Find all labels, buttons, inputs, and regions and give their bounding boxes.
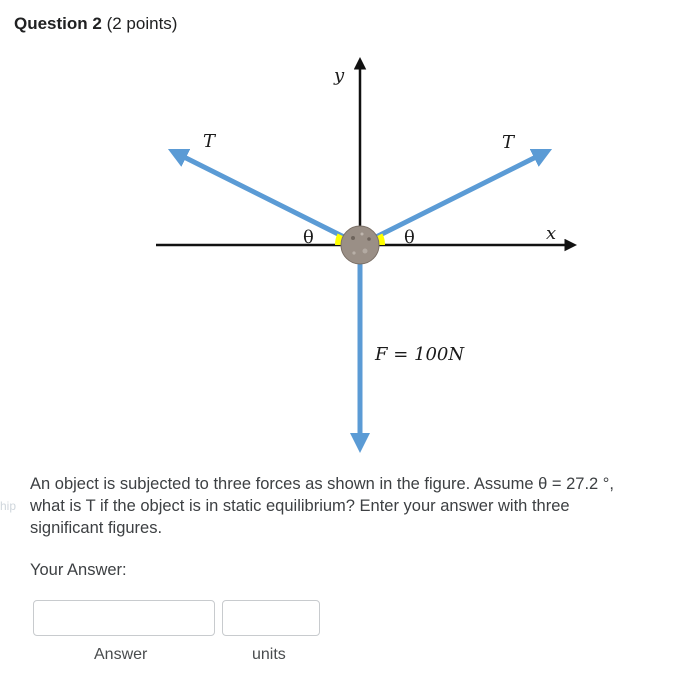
prompt-line-1: An object is subjected to three forces as shown in the figure. Assume θ = 27.2 °, [30,475,614,493]
answer-caption: Answer [94,646,148,663]
force-diagram-svg [150,56,580,456]
angle-right-label: θ [404,227,415,248]
question-title [14,14,177,34]
force-diagram [150,56,580,456]
y-axis-label: y [334,65,345,86]
x-axis-label: x [546,223,557,244]
prompt-line-2: what is T if the object is in static equilibrium? Enter your answer with three [30,497,570,515]
units-caption: units [252,646,286,663]
units-input[interactable] [222,600,320,636]
your-answer-heading: Your Answer: [30,561,127,579]
object-ball [341,226,379,264]
angle-marker-right [380,235,382,245]
tension-right-label: T [502,132,515,153]
angle-marker-left [338,235,340,245]
tension-left-label: T [203,131,216,152]
prompt-line-3: significant figures. [30,519,163,537]
tension-right-arrow [360,153,544,245]
question-points: (2 points) [106,14,178,33]
answer-input[interactable] [33,600,215,636]
tension-left-arrow [176,153,360,245]
force-label: F = 100N [375,344,465,365]
ghost-text: hip [0,499,17,513]
angle-left-label: θ [303,227,314,248]
question-number: Question 2 [14,14,102,33]
question-prompt [30,473,680,539]
